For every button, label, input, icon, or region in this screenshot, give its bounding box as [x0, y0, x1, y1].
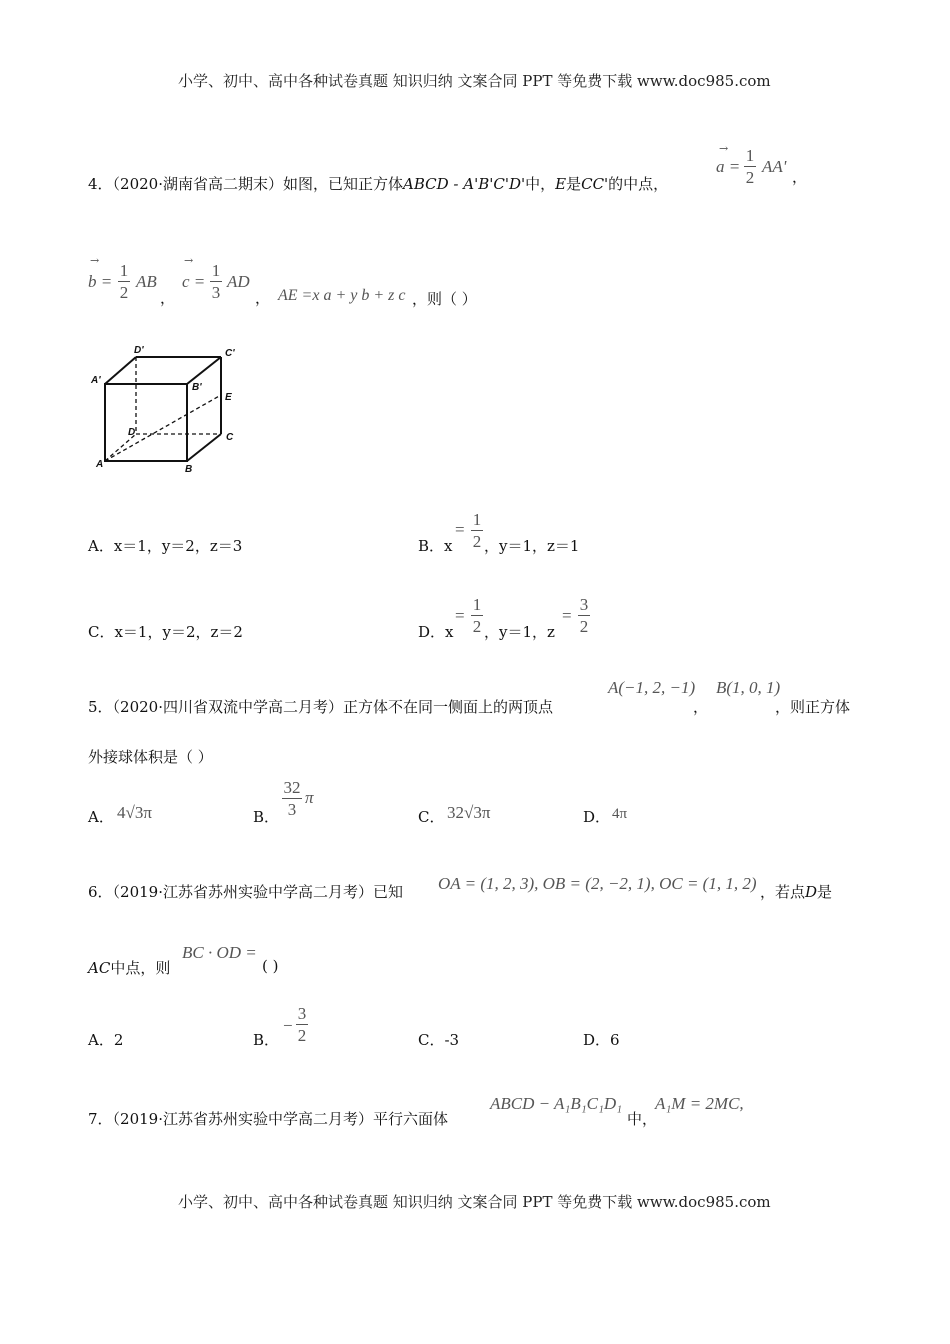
q6-text: 6．（2019·江苏省苏州实验中学高二月考）已知 [88, 883, 403, 901]
q5-option-a-label: A． [88, 808, 114, 826]
cube-segment-ae [105, 395, 221, 461]
cube-figure [88, 342, 248, 477]
q4-b-lhs: b = [88, 272, 113, 291]
q4-point-e: E [555, 175, 567, 193]
q6-segment-ac: AC [88, 959, 111, 977]
q4-a-num: 1 [745, 146, 755, 165]
q5-line2: 外接球体积是（ ） [88, 748, 213, 766]
q4-option-d-den2: 2 [579, 617, 589, 636]
label-d: D [128, 427, 136, 438]
q6-point-d: D [805, 883, 818, 901]
label-a-prime: A' [91, 375, 101, 386]
q5-comma: ， [693, 698, 709, 716]
label-e: E [225, 392, 232, 403]
q4-option-b-eq: = [455, 520, 465, 539]
q6-vectors: OA = (1, 2, 3), OB = (2, −2, 1), OC = (1, 1, 2) [438, 874, 757, 893]
q6-line2-mid: 中点，则 [110, 959, 171, 977]
q6-tail-text: ，若点 [760, 883, 806, 901]
q5-tail: ，则正方体 [775, 698, 851, 716]
q4-option-d-fraction-x [471, 595, 483, 636]
q5-option-d-value: 4π [612, 806, 628, 822]
page-header: 小学、初中、高中各种试卷真题 知识归纳 文案合同 PPT 等免费下载 www.doc985.com [178, 72, 771, 90]
q4-b-fraction [118, 261, 130, 302]
q4-line1 [88, 173, 668, 194]
q6-tail [760, 881, 832, 902]
q4-c-rhs: AD [227, 272, 250, 291]
q6-option-b-neg: − [283, 1016, 293, 1035]
q4-option-d-eq2: = [562, 606, 572, 625]
vector-arrow-a: → [719, 142, 729, 155]
q4-a-lhs: a = [716, 157, 741, 176]
q5-option-b-den: 3 [287, 800, 297, 819]
q4-option-b-num: 1 [472, 510, 482, 529]
q4-option-d-den: 2 [472, 617, 482, 636]
q4-comma1: ， [792, 168, 808, 186]
q4-option-d-prefix: D．x [418, 623, 454, 641]
label-c: C [226, 432, 234, 443]
q5-option-b-label: B． [253, 808, 280, 826]
q4-option-d-mid: ，y＝1，z [484, 623, 555, 641]
q4-cube-name: ABCD - A'B'C'D' [403, 175, 526, 193]
q6-tail2-text: 是 [817, 883, 833, 901]
q4-option-a: A．x＝1，y＝2，z＝3 [88, 537, 243, 555]
q5-option-b-pi: π [305, 788, 314, 807]
q5-option-c-label: C． [418, 808, 445, 826]
q4-prefix: 4．（2020·湖南省高二期末）如图，已知正方体 [88, 175, 403, 193]
label-b-prime: B' [192, 382, 202, 393]
q4-c-den: 3 [211, 283, 221, 302]
q4-a-fraction [744, 146, 756, 187]
label-d-prime: D' [134, 345, 144, 356]
vector-arrow-c: → [184, 254, 194, 267]
cube-edge-ap-dp [105, 357, 136, 384]
q4-b-rhs: AB [136, 272, 157, 291]
q4-option-d-fraction-z [578, 595, 590, 636]
q6-option-a: A．2 [88, 1031, 124, 1049]
q4-text-mid: 中， [525, 175, 556, 193]
q7-mid: 中， [627, 1110, 658, 1128]
q6-option-b-fraction [296, 1004, 308, 1045]
cube-edge-bp-cp [187, 357, 221, 384]
cube-edge-b-c [187, 434, 221, 461]
q4-ae-expression: AE =x a + y b + z c [278, 287, 406, 304]
q4-text-mid2: 是 [566, 175, 582, 193]
q7-relation: A₁M = 2MC, [655, 1094, 744, 1113]
q4-a-den: 2 [745, 168, 755, 187]
q5-option-b-num: 32 [283, 778, 301, 797]
q6-paren: ( ) [262, 957, 279, 975]
label-a: A [96, 459, 104, 470]
label-b: B [185, 464, 193, 475]
q4-option-b-prefix: B．x [418, 537, 453, 555]
q4-comma2: ， [160, 289, 176, 307]
q6-option-b-den: 2 [297, 1026, 307, 1045]
q4-comma3: ， [255, 289, 271, 307]
q4-option-b-fraction [471, 510, 483, 551]
q4-option-c: C．x＝1，y＝2，z＝2 [88, 623, 243, 641]
q4-text-mid3: 的中点， [608, 175, 669, 193]
q5-point-b: B(1, 0, 1) [716, 678, 781, 697]
q4-option-d-eq: = [455, 606, 465, 625]
q4-a-rhs: AA' [762, 157, 787, 176]
q5-option-b-fraction [282, 778, 302, 819]
q6-option-b-num: 3 [297, 1004, 307, 1023]
q4-c-fraction [210, 261, 222, 302]
q4-b-den: 2 [119, 283, 129, 302]
vector-arrow-b: → [90, 254, 100, 267]
q6-option-d: D．6 [583, 1031, 620, 1049]
q4-c-num: 1 [211, 261, 221, 280]
q4-b-num: 1 [119, 261, 129, 280]
cube-hidden-edge-a-d [105, 434, 136, 461]
q5-text: 5．（2020·四川省双流中学高二月考）正方体不在同一侧面上的两顶点 [88, 698, 553, 716]
q4-option-b-rest: ，y＝1，z＝1 [484, 537, 580, 555]
page-footer: 小学、初中、高中各种试卷真题 知识归纳 文案合同 PPT 等免费下载 www.doc985.com [178, 1193, 771, 1211]
q4-option-d-num: 1 [472, 595, 482, 614]
q4-c-lhs: c = [182, 272, 206, 291]
q4-edge-cc: CC' [581, 175, 609, 193]
q5-option-a-value: 4√3π [117, 803, 152, 822]
q7-solid: ABCD − A₁B₁C₁D₁ [490, 1094, 623, 1113]
q5-point-a: A(−1, 2, −1) [608, 678, 696, 697]
q5-option-d-label: D． [583, 808, 611, 826]
q6-line2 [88, 957, 170, 978]
q7-text: 7．（2019·江苏省苏州实验中学高二月考）平行六面体 [88, 1110, 448, 1128]
q6-option-c: C．-3 [418, 1031, 460, 1049]
label-c-prime: C' [225, 348, 235, 359]
q4-tail: ，则（ ） [412, 290, 477, 308]
q5-option-c-value: 32√3π [447, 803, 491, 822]
q4-option-d-num2: 3 [579, 595, 589, 614]
q6-expression: BC · OD = [182, 943, 257, 962]
q4-option-b-den: 2 [472, 532, 482, 551]
q6-option-b-label: B． [253, 1031, 280, 1049]
